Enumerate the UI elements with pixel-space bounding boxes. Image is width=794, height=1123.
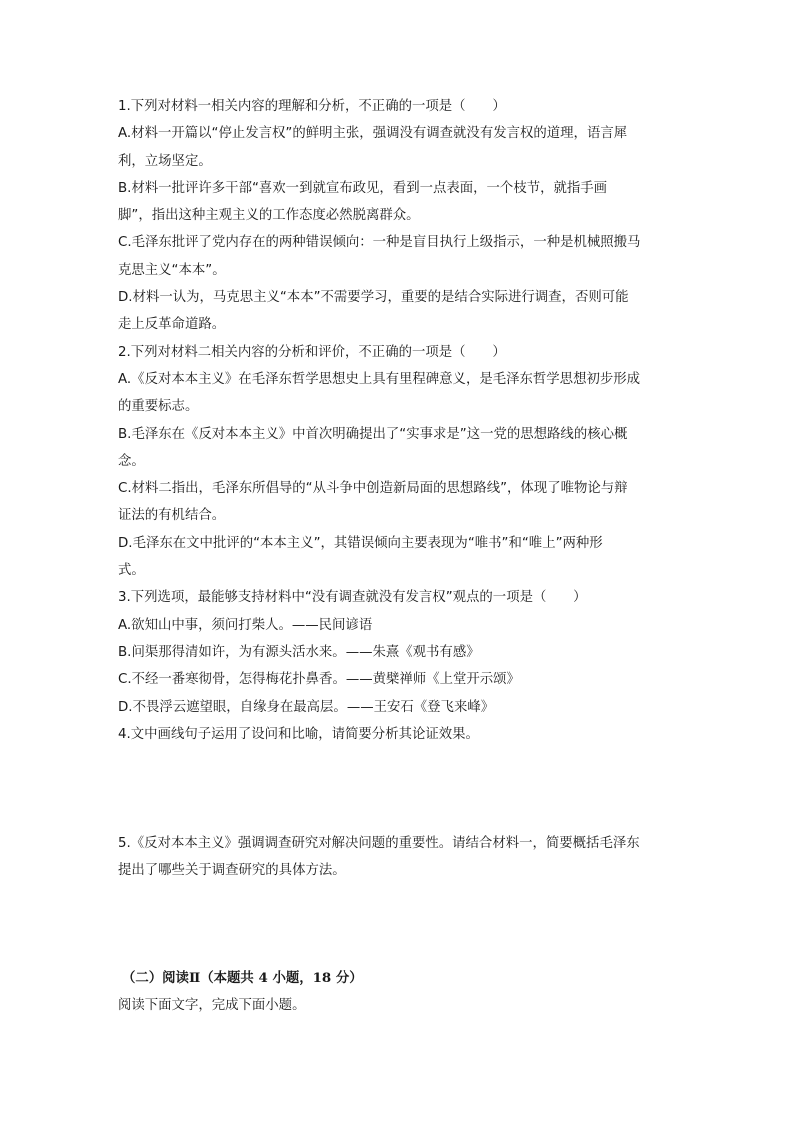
answer-space	[118, 885, 678, 965]
option-a: A.材料一开篇以“停止发言权”的鲜明主张，强调没有调查就没有发言权的道理，语言犀	[118, 126, 628, 142]
section-heading	[118, 965, 678, 992]
question-3	[118, 584, 678, 720]
option-b-cont: 念。	[118, 453, 145, 469]
answer-space	[118, 748, 678, 830]
question-2	[118, 339, 678, 585]
question-stem-cont: 提出了哪些关于调查研究的具体方法。	[118, 863, 346, 879]
question-stem: 3.下列选项，最能够支持材料中“没有调查就没有发言权”观点的一项是（ ）	[118, 590, 587, 606]
section-instruction: 阅读下面文字，完成下面小题。	[118, 998, 306, 1014]
option-a-cont: 的重要标志。	[118, 399, 199, 415]
question-1	[118, 93, 678, 339]
question-4	[118, 721, 678, 748]
option-c: C.毛泽东批评了党内存在的两种错误倾向：一种是盲目执行上级指示，一种是机械照搬马	[118, 235, 641, 251]
option-c: C.不经一番寒彻骨，怎得梅花扑鼻香。——黄檗禅师《上堂开示颂》	[118, 672, 520, 688]
question-stem: 4.文中画线句子运用了设问和比喻，请简要分析其论证效果。	[118, 726, 479, 742]
option-d: D.不畏浮云遮望眼，自缘身在最高层。——王安石《登飞来峰》	[118, 699, 495, 715]
question-stem: 5.《反对本本主义》强调调查研究对解决问题的重要性。请结合材料一，简要概括毛泽东	[118, 836, 640, 852]
option-b-cont: 脚”，指出这种主观主义的工作态度必然脱离群众。	[118, 208, 420, 224]
exam-content	[118, 93, 678, 1019]
option-d: D.毛泽东在文中批评的“本本主义”，其错误倾向主要表现为“唯书”和“唯上”两种形	[118, 535, 603, 551]
option-b: B.毛泽东在《反对本本主义》中首次明确提出了“实事求是”这一党的思想路线的核心概	[118, 426, 628, 442]
option-a-cont: 利，立场坚定。	[118, 153, 212, 169]
option-d-cont: 式。	[118, 563, 145, 579]
question-stem: 2.下列对材料二相关内容的分析和评价，不正确的一项是（ ）	[118, 344, 506, 360]
option-b: B.材料一批评许多干部“喜欢一到就宣布政见，看到一点表面，一个枝节，就指手画	[118, 180, 608, 196]
option-a: A.欲知山中事，须问打柴人。——民间谚语	[118, 617, 373, 633]
option-c-cont: 证法的有机结合。	[118, 508, 226, 524]
option-b: B.问渠那得清如许，为有源头活水来。——朱熹《观书有感》	[118, 644, 480, 660]
option-d-cont: 走上反革命道路。	[118, 317, 226, 333]
option-c: C.材料二指出，毛泽东所倡导的“从斗争中创造新局面的思想路线”，体现了唯物论与辩	[118, 481, 628, 497]
option-c-cont: 克思主义“本本”。	[118, 262, 226, 278]
option-a: A.《反对本本主义》在毛泽东哲学思想史上具有里程碑意义，是毛泽东哲学思想初步形成	[118, 371, 641, 387]
question-stem: 1.下列对材料一相关内容的理解和分析，不正确的一项是（ ）	[118, 99, 506, 114]
question-5	[118, 830, 678, 885]
option-d: D.材料一认为，马克思主义“本本”不需要学习，重要的是结合实际进行调查，否则可能	[118, 290, 629, 306]
section-heading-text: （二）阅读Ⅱ（本题共 4 小题，18 分）	[122, 969, 363, 986]
